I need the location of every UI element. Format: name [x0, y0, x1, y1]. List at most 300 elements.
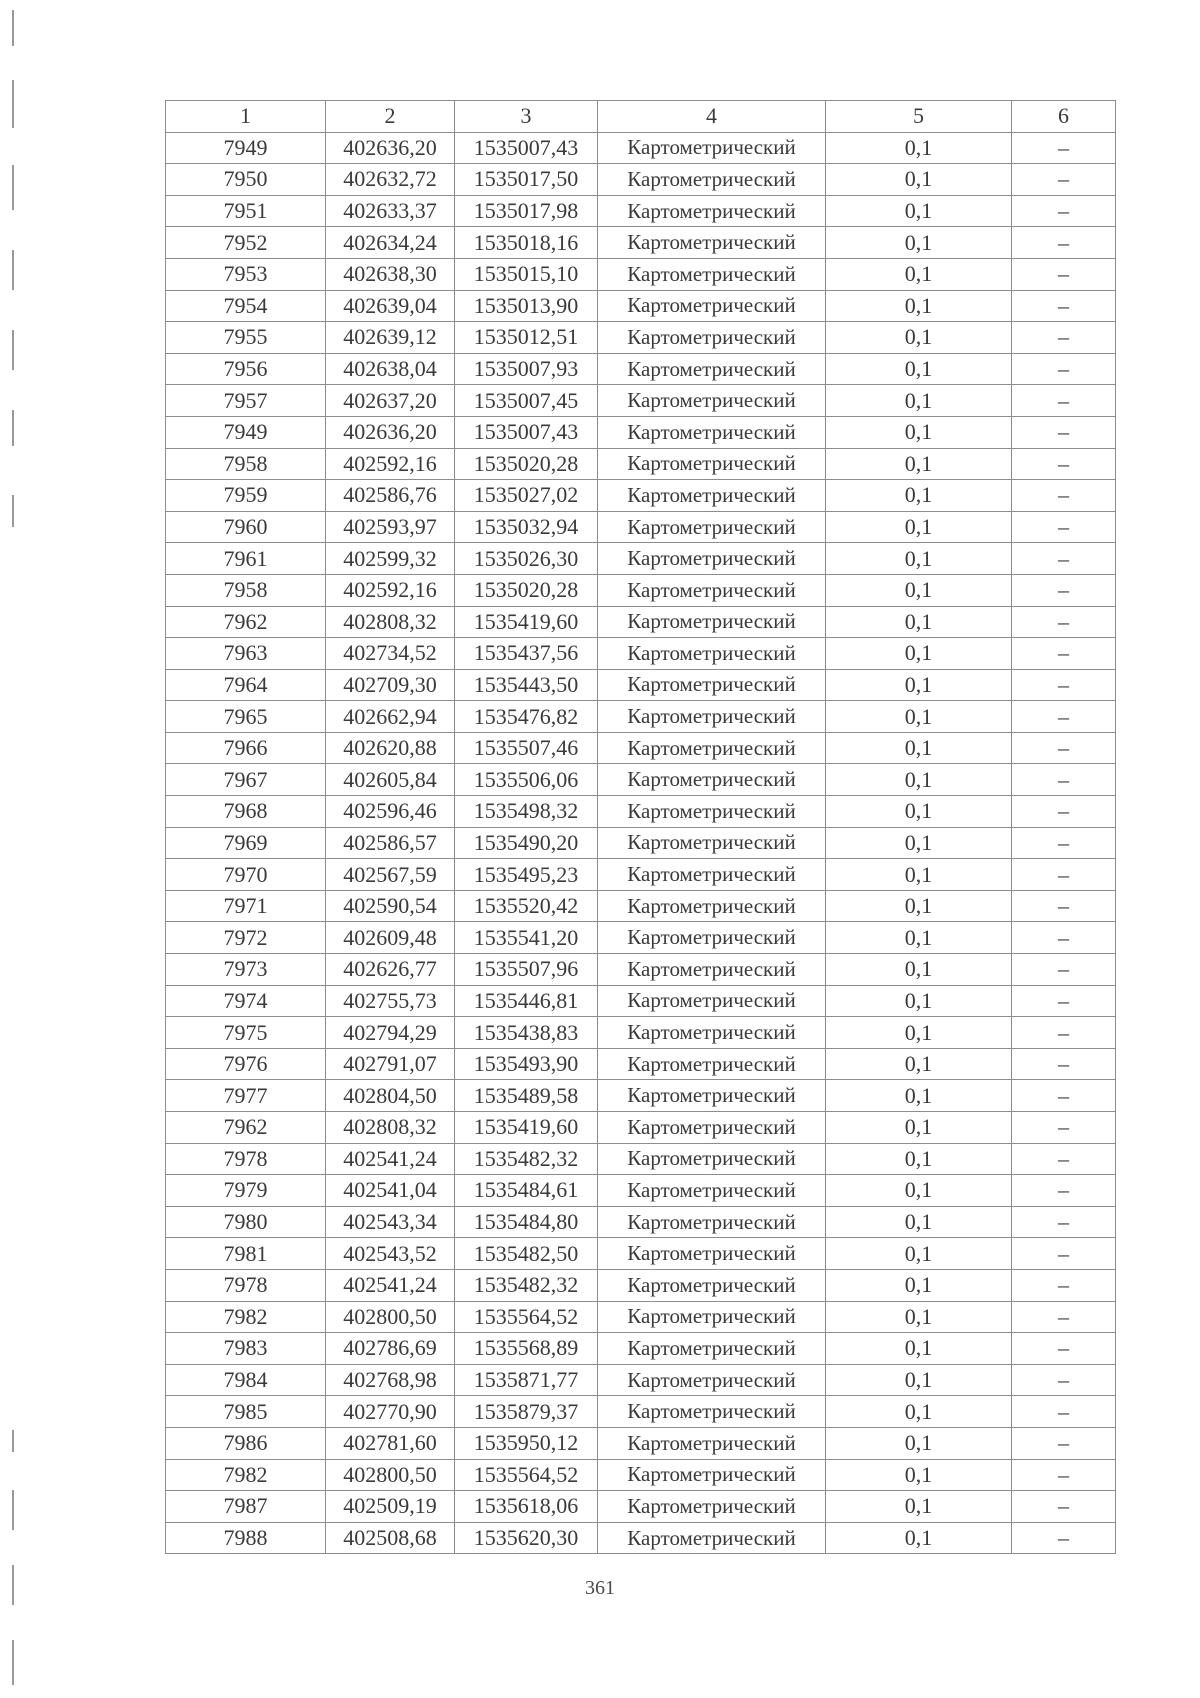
y-coordinate-cell: 1535871,77	[455, 1364, 598, 1396]
x-coordinate-cell: 402626,77	[326, 954, 455, 986]
x-coordinate-cell: 402596,46	[326, 796, 455, 828]
y-coordinate-cell: 1535507,46	[455, 732, 598, 764]
method-cell: Картометрический	[598, 1459, 826, 1491]
accuracy-cell: 0,1	[826, 1017, 1012, 1049]
point-number-cell: 7978	[166, 1143, 326, 1175]
x-coordinate-cell: 402605,84	[326, 764, 455, 796]
method-cell: Картометрический	[598, 416, 826, 448]
accuracy-cell: 0,1	[826, 922, 1012, 954]
table-header-row	[166, 101, 1116, 133]
note-cell: –	[1012, 859, 1116, 891]
y-coordinate-cell: 1535032,94	[455, 511, 598, 543]
table-row	[166, 1491, 1116, 1523]
y-coordinate-cell: 1535007,93	[455, 353, 598, 385]
method-cell: Картометрический	[598, 701, 826, 733]
x-coordinate-cell: 402808,32	[326, 1112, 455, 1144]
method-cell: Картометрический	[598, 480, 826, 512]
point-number-cell: 7960	[166, 511, 326, 543]
x-coordinate-cell: 402794,29	[326, 1017, 455, 1049]
x-coordinate-cell: 402637,20	[326, 385, 455, 417]
method-cell: Картометрический	[598, 1112, 826, 1144]
table-row	[166, 1112, 1116, 1144]
accuracy-cell: 0,1	[826, 227, 1012, 259]
y-coordinate-cell: 1535482,50	[455, 1238, 598, 1270]
accuracy-cell: 0,1	[826, 796, 1012, 828]
x-coordinate-cell: 402638,04	[326, 353, 455, 385]
table-row	[166, 1301, 1116, 1333]
method-cell: Картометрический	[598, 227, 826, 259]
method-cell: Картометрический	[598, 954, 826, 986]
table-row	[166, 195, 1116, 227]
point-number-cell: 7984	[166, 1364, 326, 1396]
table-row	[166, 1080, 1116, 1112]
y-coordinate-cell: 1535520,42	[455, 890, 598, 922]
note-cell: –	[1012, 1175, 1116, 1207]
table-row	[166, 669, 1116, 701]
y-coordinate-cell: 1535437,56	[455, 638, 598, 670]
point-number-cell: 7978	[166, 1269, 326, 1301]
y-coordinate-cell: 1535027,02	[455, 480, 598, 512]
table-row	[166, 701, 1116, 733]
point-number-cell: 7987	[166, 1491, 326, 1523]
table-row	[166, 732, 1116, 764]
note-cell: –	[1012, 258, 1116, 290]
method-cell: Картометрический	[598, 764, 826, 796]
table-row	[166, 227, 1116, 259]
accuracy-cell: 0,1	[826, 827, 1012, 859]
table-row	[166, 827, 1116, 859]
accuracy-cell: 0,1	[826, 1175, 1012, 1207]
y-coordinate-cell: 1535012,51	[455, 322, 598, 354]
method-cell: Картометрический	[598, 1301, 826, 1333]
accuracy-cell: 0,1	[826, 511, 1012, 543]
y-coordinate-cell: 1535419,60	[455, 1112, 598, 1144]
table-row	[166, 543, 1116, 575]
note-cell: –	[1012, 1301, 1116, 1333]
method-cell: Картометрический	[598, 796, 826, 828]
point-number-cell: 7962	[166, 1112, 326, 1144]
note-cell: –	[1012, 448, 1116, 480]
method-cell: Картометрический	[598, 1048, 826, 1080]
x-coordinate-cell: 402620,88	[326, 732, 455, 764]
accuracy-cell: 0,1	[826, 701, 1012, 733]
x-coordinate-cell: 402768,98	[326, 1364, 455, 1396]
note-cell: –	[1012, 890, 1116, 922]
table-row	[166, 1427, 1116, 1459]
point-number-cell: 7971	[166, 890, 326, 922]
note-cell: –	[1012, 922, 1116, 954]
table-row	[166, 480, 1116, 512]
table-row	[166, 796, 1116, 828]
x-coordinate-cell: 402508,68	[326, 1522, 455, 1554]
note-cell: –	[1012, 827, 1116, 859]
point-number-cell: 7975	[166, 1017, 326, 1049]
note-cell: –	[1012, 1238, 1116, 1270]
point-number-cell: 7977	[166, 1080, 326, 1112]
note-cell: –	[1012, 638, 1116, 670]
note-cell: –	[1012, 227, 1116, 259]
accuracy-cell: 0,1	[826, 890, 1012, 922]
table-row	[166, 1238, 1116, 1270]
x-coordinate-cell: 402586,76	[326, 480, 455, 512]
method-cell: Картометрический	[598, 1522, 826, 1554]
note-cell: –	[1012, 322, 1116, 354]
scan-edge-mark	[12, 410, 14, 446]
table-row	[166, 1017, 1116, 1049]
x-coordinate-cell: 402662,94	[326, 701, 455, 733]
y-coordinate-cell: 1535007,43	[455, 132, 598, 164]
note-cell: –	[1012, 796, 1116, 828]
accuracy-cell: 0,1	[826, 1080, 1012, 1112]
point-number-cell: 7949	[166, 416, 326, 448]
point-number-cell: 7972	[166, 922, 326, 954]
accuracy-cell: 0,1	[826, 1112, 1012, 1144]
y-coordinate-cell: 1535026,30	[455, 543, 598, 575]
method-cell: Картометрический	[598, 827, 826, 859]
coordinates-table-container	[165, 100, 1115, 1554]
point-number-cell: 7986	[166, 1427, 326, 1459]
note-cell: –	[1012, 1396, 1116, 1428]
note-cell: –	[1012, 1143, 1116, 1175]
accuracy-cell: 0,1	[826, 732, 1012, 764]
accuracy-cell: 0,1	[826, 669, 1012, 701]
note-cell: –	[1012, 669, 1116, 701]
method-cell: Картометрический	[598, 1333, 826, 1365]
note-cell: –	[1012, 1522, 1116, 1554]
note-cell: –	[1012, 954, 1116, 986]
y-coordinate-cell: 1535020,28	[455, 574, 598, 606]
note-cell: –	[1012, 1080, 1116, 1112]
accuracy-cell: 0,1	[826, 480, 1012, 512]
note-cell: –	[1012, 985, 1116, 1017]
accuracy-cell: 0,1	[826, 195, 1012, 227]
y-coordinate-cell: 1535568,89	[455, 1333, 598, 1365]
point-number-cell: 7985	[166, 1396, 326, 1428]
table-row	[166, 764, 1116, 796]
x-coordinate-cell: 402791,07	[326, 1048, 455, 1080]
point-number-cell: 7973	[166, 954, 326, 986]
accuracy-cell: 0,1	[826, 322, 1012, 354]
x-coordinate-cell: 402636,20	[326, 416, 455, 448]
point-number-cell: 7958	[166, 574, 326, 606]
point-number-cell: 7980	[166, 1206, 326, 1238]
method-cell: Картометрический	[598, 574, 826, 606]
scan-edge-mark	[12, 330, 14, 370]
method-cell: Картометрический	[598, 1080, 826, 1112]
y-coordinate-cell: 1535489,58	[455, 1080, 598, 1112]
point-number-cell: 7967	[166, 764, 326, 796]
x-coordinate-cell: 402593,97	[326, 511, 455, 543]
method-cell: Картометрический	[598, 1491, 826, 1523]
y-coordinate-cell: 1535017,50	[455, 164, 598, 196]
point-number-cell: 7970	[166, 859, 326, 891]
x-coordinate-cell: 402709,30	[326, 669, 455, 701]
table-row	[166, 954, 1116, 986]
y-coordinate-cell: 1535482,32	[455, 1143, 598, 1175]
y-coordinate-cell: 1535476,82	[455, 701, 598, 733]
y-coordinate-cell: 1535950,12	[455, 1427, 598, 1459]
note-cell: –	[1012, 164, 1116, 196]
note-cell: –	[1012, 606, 1116, 638]
point-number-cell: 7979	[166, 1175, 326, 1207]
note-cell: –	[1012, 480, 1116, 512]
column-header: 2	[326, 101, 455, 133]
accuracy-cell: 0,1	[826, 1427, 1012, 1459]
note-cell: –	[1012, 1333, 1116, 1365]
point-number-cell: 7968	[166, 796, 326, 828]
x-coordinate-cell: 402509,19	[326, 1491, 455, 1523]
point-number-cell: 7969	[166, 827, 326, 859]
table-row	[166, 511, 1116, 543]
y-coordinate-cell: 1535507,96	[455, 954, 598, 986]
table-row	[166, 922, 1116, 954]
x-coordinate-cell: 402633,37	[326, 195, 455, 227]
table-row	[166, 416, 1116, 448]
x-coordinate-cell: 402541,24	[326, 1143, 455, 1175]
y-coordinate-cell: 1535564,52	[455, 1301, 598, 1333]
accuracy-cell: 0,1	[826, 132, 1012, 164]
table-row	[166, 1364, 1116, 1396]
method-cell: Картометрический	[598, 448, 826, 480]
note-cell: –	[1012, 1017, 1116, 1049]
note-cell: –	[1012, 1048, 1116, 1080]
x-coordinate-cell: 402541,04	[326, 1175, 455, 1207]
method-cell: Картометрический	[598, 1396, 826, 1428]
note-cell: –	[1012, 511, 1116, 543]
coordinates-table	[165, 100, 1116, 1554]
table-row	[166, 638, 1116, 670]
point-number-cell: 7982	[166, 1459, 326, 1491]
method-cell: Картометрический	[598, 1017, 826, 1049]
y-coordinate-cell: 1535446,81	[455, 985, 598, 1017]
method-cell: Картометрический	[598, 511, 826, 543]
point-number-cell: 7953	[166, 258, 326, 290]
y-coordinate-cell: 1535498,32	[455, 796, 598, 828]
method-cell: Картометрический	[598, 385, 826, 417]
accuracy-cell: 0,1	[826, 985, 1012, 1017]
method-cell: Картометрический	[598, 290, 826, 322]
note-cell: –	[1012, 732, 1116, 764]
x-coordinate-cell: 402586,57	[326, 827, 455, 859]
x-coordinate-cell: 402804,50	[326, 1080, 455, 1112]
x-coordinate-cell: 402543,34	[326, 1206, 455, 1238]
accuracy-cell: 0,1	[826, 1396, 1012, 1428]
scan-edge-mark	[12, 1430, 14, 1452]
x-coordinate-cell: 402800,50	[326, 1301, 455, 1333]
x-coordinate-cell: 402632,72	[326, 164, 455, 196]
y-coordinate-cell: 1535419,60	[455, 606, 598, 638]
x-coordinate-cell: 402781,60	[326, 1427, 455, 1459]
method-cell: Картометрический	[598, 669, 826, 701]
note-cell: –	[1012, 1427, 1116, 1459]
y-coordinate-cell: 1535017,98	[455, 195, 598, 227]
point-number-cell: 7961	[166, 543, 326, 575]
column-header: 1	[166, 101, 326, 133]
table-row	[166, 1396, 1116, 1428]
accuracy-cell: 0,1	[826, 1459, 1012, 1491]
point-number-cell: 7957	[166, 385, 326, 417]
note-cell: –	[1012, 416, 1116, 448]
note-cell: –	[1012, 385, 1116, 417]
point-number-cell: 7981	[166, 1238, 326, 1270]
note-cell: –	[1012, 1206, 1116, 1238]
table-row	[166, 574, 1116, 606]
point-number-cell: 7966	[166, 732, 326, 764]
y-coordinate-cell: 1535618,06	[455, 1491, 598, 1523]
y-coordinate-cell: 1535438,83	[455, 1017, 598, 1049]
accuracy-cell: 0,1	[826, 1048, 1012, 1080]
table-row	[166, 1206, 1116, 1238]
method-cell: Картометрический	[598, 322, 826, 354]
scan-edge-mark	[12, 1640, 14, 1685]
point-number-cell: 7959	[166, 480, 326, 512]
x-coordinate-cell: 402770,90	[326, 1396, 455, 1428]
page-number: 361	[585, 1577, 615, 1599]
note-cell: –	[1012, 195, 1116, 227]
accuracy-cell: 0,1	[826, 543, 1012, 575]
point-number-cell: 7962	[166, 606, 326, 638]
table-row	[166, 1333, 1116, 1365]
table-row	[166, 1459, 1116, 1491]
accuracy-cell: 0,1	[826, 574, 1012, 606]
x-coordinate-cell: 402639,12	[326, 322, 455, 354]
method-cell: Картометрический	[598, 1238, 826, 1270]
point-number-cell: 7955	[166, 322, 326, 354]
point-number-cell: 7964	[166, 669, 326, 701]
accuracy-cell: 0,1	[826, 606, 1012, 638]
accuracy-cell: 0,1	[826, 1269, 1012, 1301]
table-row	[166, 1143, 1116, 1175]
y-coordinate-cell: 1535495,23	[455, 859, 598, 891]
accuracy-cell: 0,1	[826, 1143, 1012, 1175]
x-coordinate-cell: 402638,30	[326, 258, 455, 290]
point-number-cell: 7951	[166, 195, 326, 227]
point-number-cell: 7963	[166, 638, 326, 670]
point-number-cell: 7974	[166, 985, 326, 1017]
y-coordinate-cell: 1535015,10	[455, 258, 598, 290]
accuracy-cell: 0,1	[826, 1238, 1012, 1270]
method-cell: Картометрический	[598, 922, 826, 954]
x-coordinate-cell: 402590,54	[326, 890, 455, 922]
method-cell: Картометрический	[598, 890, 826, 922]
table-row	[166, 132, 1116, 164]
note-cell: –	[1012, 1459, 1116, 1491]
y-coordinate-cell: 1535490,20	[455, 827, 598, 859]
scan-edge-mark	[12, 1490, 14, 1530]
x-coordinate-cell: 402599,32	[326, 543, 455, 575]
accuracy-cell: 0,1	[826, 448, 1012, 480]
point-number-cell: 7983	[166, 1333, 326, 1365]
table-row	[166, 290, 1116, 322]
accuracy-cell: 0,1	[826, 1206, 1012, 1238]
note-cell: –	[1012, 1364, 1116, 1396]
x-coordinate-cell: 402634,24	[326, 227, 455, 259]
accuracy-cell: 0,1	[826, 416, 1012, 448]
y-coordinate-cell: 1535018,16	[455, 227, 598, 259]
y-coordinate-cell: 1535484,61	[455, 1175, 598, 1207]
method-cell: Картометрический	[598, 353, 826, 385]
method-cell: Картометрический	[598, 164, 826, 196]
table-row	[166, 258, 1116, 290]
accuracy-cell: 0,1	[826, 638, 1012, 670]
y-coordinate-cell: 1535620,30	[455, 1522, 598, 1554]
y-coordinate-cell: 1535482,32	[455, 1269, 598, 1301]
table-row	[166, 985, 1116, 1017]
accuracy-cell: 0,1	[826, 764, 1012, 796]
point-number-cell: 7982	[166, 1301, 326, 1333]
note-cell: –	[1012, 290, 1116, 322]
point-number-cell: 7976	[166, 1048, 326, 1080]
y-coordinate-cell: 1535493,90	[455, 1048, 598, 1080]
note-cell: –	[1012, 1112, 1116, 1144]
note-cell: –	[1012, 701, 1116, 733]
y-coordinate-cell: 1535564,52	[455, 1459, 598, 1491]
column-header: 6	[1012, 101, 1116, 133]
accuracy-cell: 0,1	[826, 1522, 1012, 1554]
method-cell: Картометрический	[598, 1206, 826, 1238]
x-coordinate-cell: 402609,48	[326, 922, 455, 954]
x-coordinate-cell: 402800,50	[326, 1459, 455, 1491]
x-coordinate-cell: 402786,69	[326, 1333, 455, 1365]
method-cell: Картометрический	[598, 195, 826, 227]
table-row	[166, 1048, 1116, 1080]
x-coordinate-cell: 402808,32	[326, 606, 455, 638]
point-number-cell: 7950	[166, 164, 326, 196]
column-header: 3	[455, 101, 598, 133]
scan-edge-mark	[12, 495, 14, 527]
y-coordinate-cell: 1535013,90	[455, 290, 598, 322]
x-coordinate-cell: 402543,52	[326, 1238, 455, 1270]
table-row	[166, 448, 1116, 480]
method-cell: Картометрический	[598, 1175, 826, 1207]
method-cell: Картометрический	[598, 132, 826, 164]
y-coordinate-cell: 1535007,45	[455, 385, 598, 417]
method-cell: Картометрический	[598, 1427, 826, 1459]
method-cell: Картометрический	[598, 1269, 826, 1301]
accuracy-cell: 0,1	[826, 385, 1012, 417]
x-coordinate-cell: 402639,04	[326, 290, 455, 322]
method-cell: Картометрический	[598, 258, 826, 290]
y-coordinate-cell: 1535541,20	[455, 922, 598, 954]
table-body	[166, 132, 1116, 1554]
note-cell: –	[1012, 132, 1116, 164]
x-coordinate-cell: 402592,16	[326, 574, 455, 606]
accuracy-cell: 0,1	[826, 1364, 1012, 1396]
point-number-cell: 7954	[166, 290, 326, 322]
x-coordinate-cell: 402541,24	[326, 1269, 455, 1301]
table-row	[166, 353, 1116, 385]
method-cell: Картометрический	[598, 1143, 826, 1175]
note-cell: –	[1012, 353, 1116, 385]
y-coordinate-cell: 1535484,80	[455, 1206, 598, 1238]
accuracy-cell: 0,1	[826, 290, 1012, 322]
y-coordinate-cell: 1535879,37	[455, 1396, 598, 1428]
x-coordinate-cell: 402755,73	[326, 985, 455, 1017]
table-row	[166, 890, 1116, 922]
column-header: 5	[826, 101, 1012, 133]
y-coordinate-cell: 1535443,50	[455, 669, 598, 701]
accuracy-cell: 0,1	[826, 258, 1012, 290]
scan-edge-mark	[12, 80, 14, 128]
note-cell: –	[1012, 1269, 1116, 1301]
table-row	[166, 1269, 1116, 1301]
table-row	[166, 1522, 1116, 1554]
table-row	[166, 164, 1116, 196]
point-number-cell: 7958	[166, 448, 326, 480]
y-coordinate-cell: 1535506,06	[455, 764, 598, 796]
point-number-cell: 7956	[166, 353, 326, 385]
method-cell: Картометрический	[598, 732, 826, 764]
